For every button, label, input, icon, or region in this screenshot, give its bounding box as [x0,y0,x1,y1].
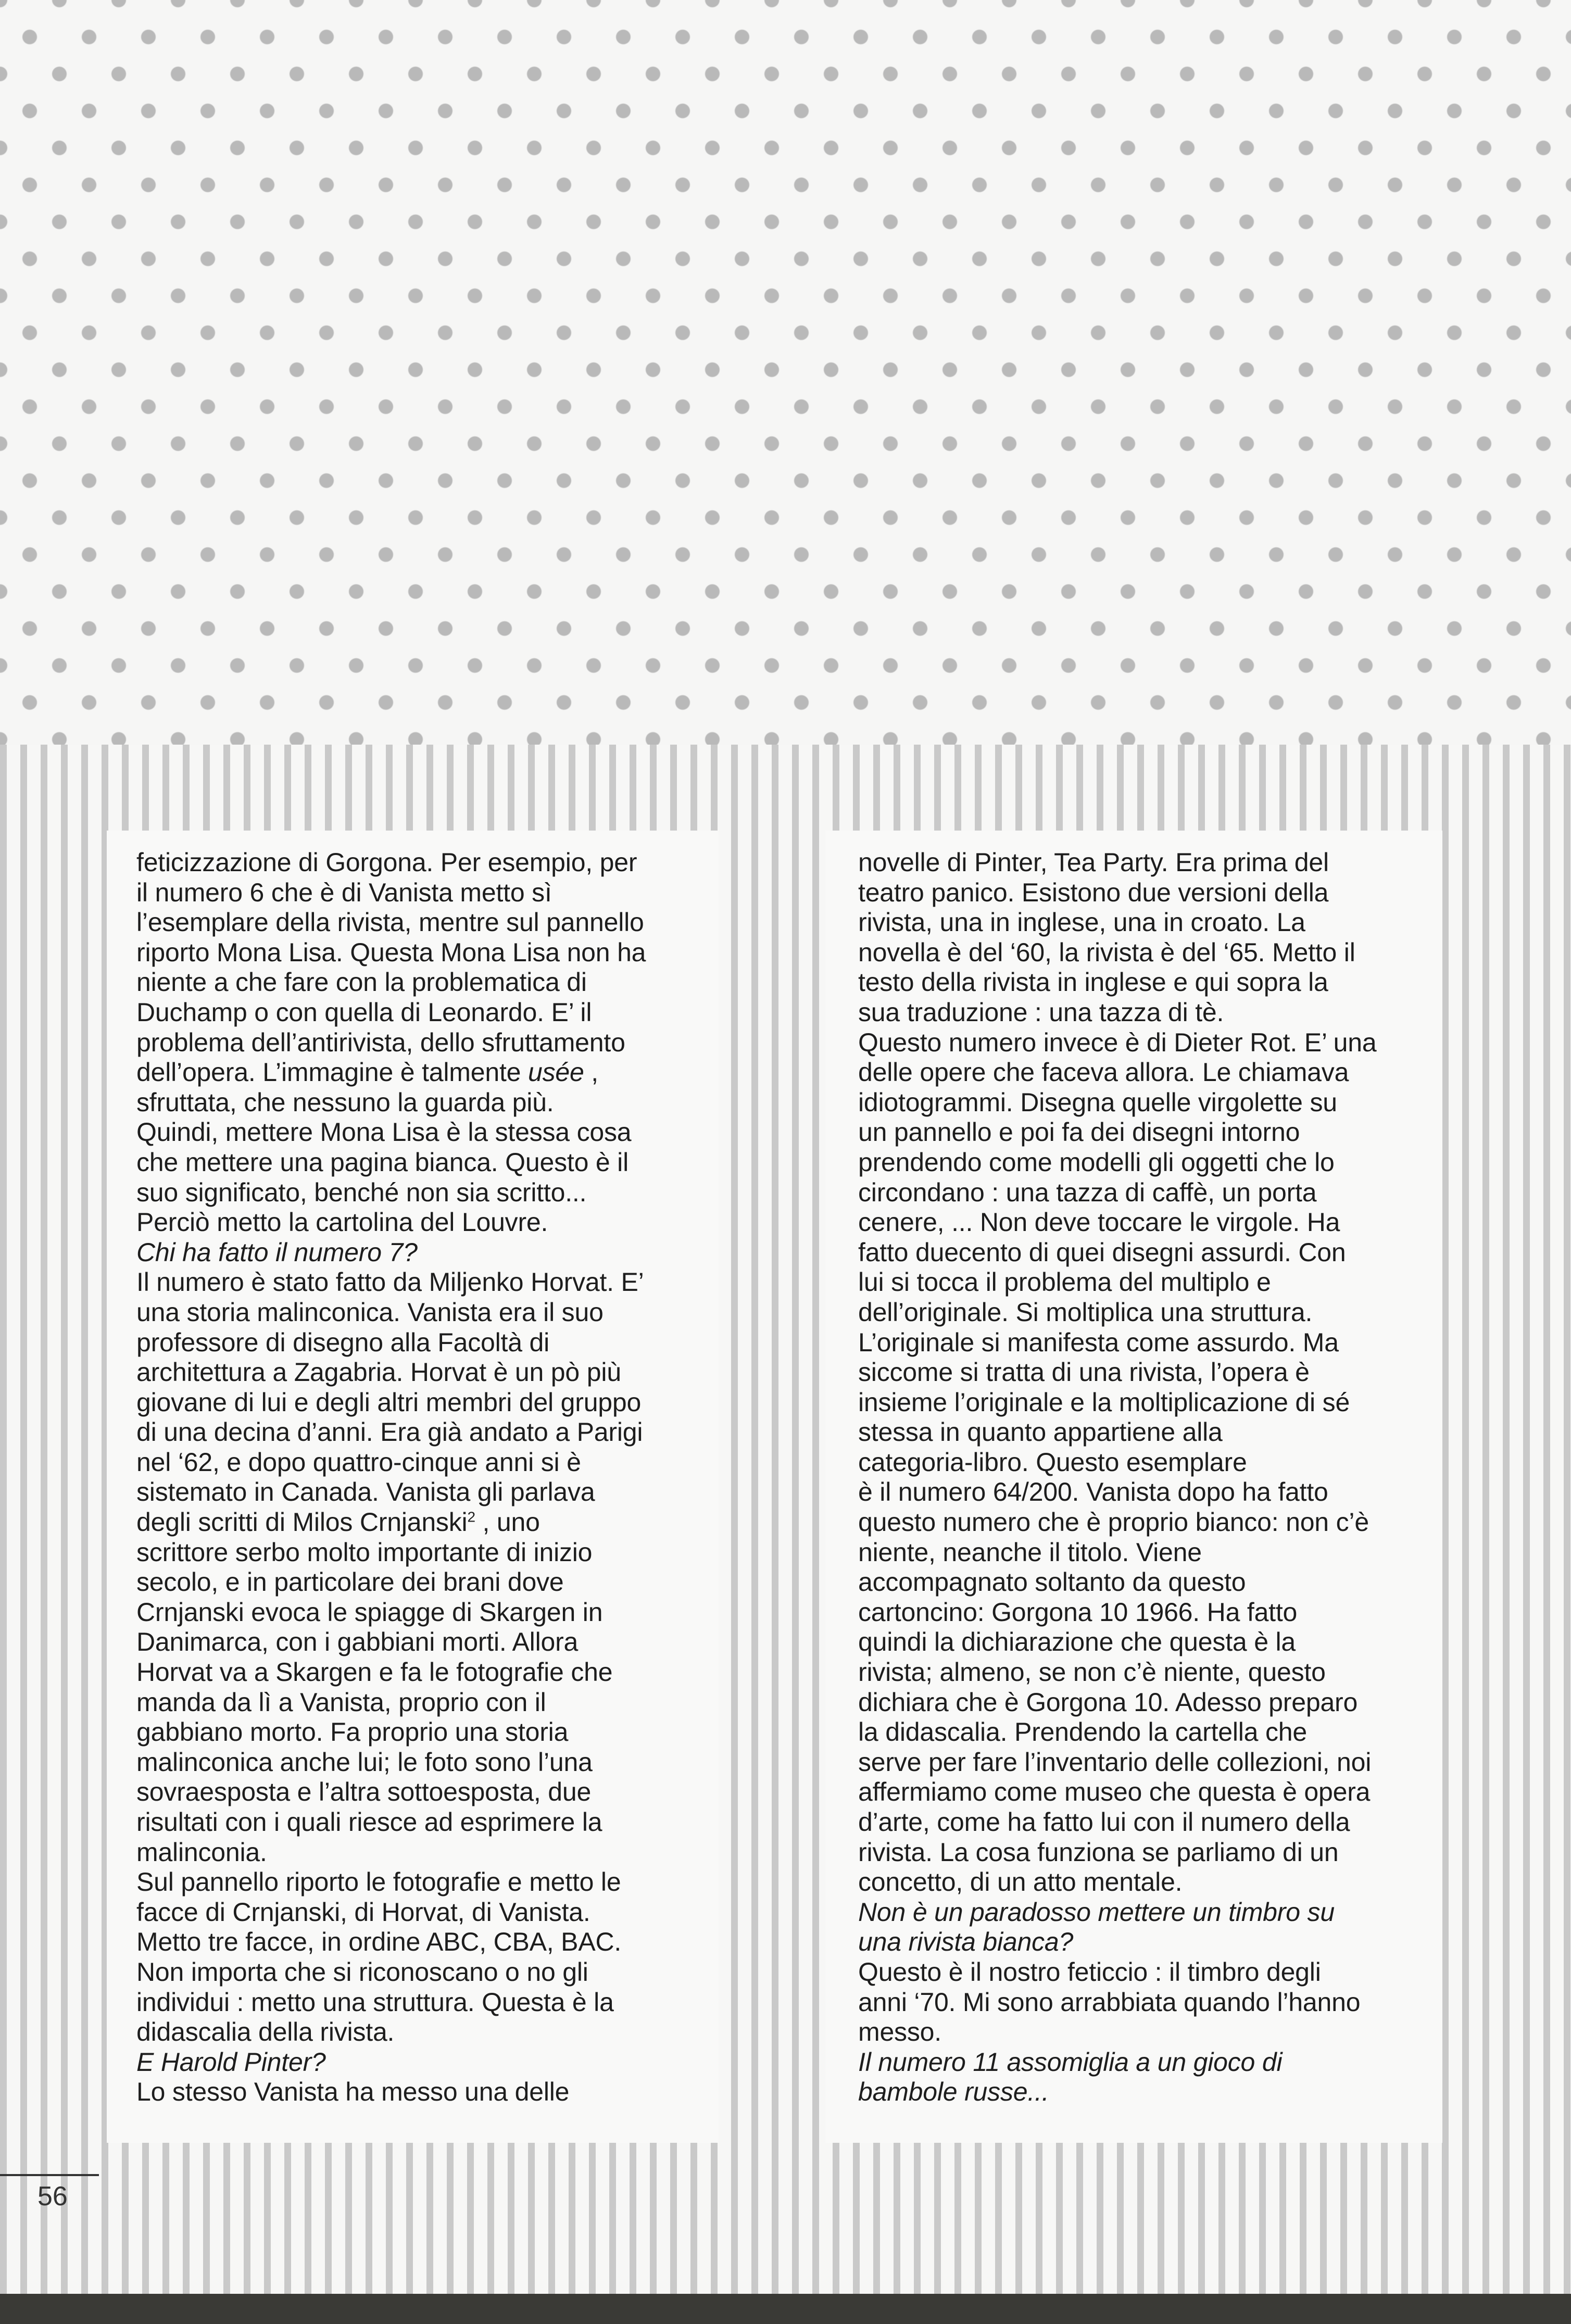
text-line-content: sua traduzione : una tazza di tè. [858,997,1224,1027]
text-line [136,1627,720,1657]
text-line [136,878,720,908]
text-line-content: manda da lì a Vanista, proprio con il [136,1687,546,1717]
text-line [858,1388,1441,1418]
text-line [136,908,720,938]
bottom-edge [0,2294,1571,2324]
text-line [136,1988,720,2018]
text-line-content: Duchamp o con quella di Leonardo. E’ il [136,997,592,1027]
text-line [136,848,720,878]
text-line-content: cenere, ... Non deve toccare le virgole. Ha [858,1208,1340,1237]
text-line [858,1358,1441,1388]
text-line [136,1777,720,1807]
text-line-content: Lo stesso Vanista ha messo una delle [136,2077,570,2107]
text-line-content: didascalia della rivista. [136,2017,395,2047]
text-line-content: sfruttata, che nessuno la guarda più. [136,1087,554,1117]
text-line [858,1028,1441,1058]
text-line [858,878,1441,908]
text-line [858,1298,1441,1328]
text-line-content: l’esemplare della rivista, mentre sul pannello [136,908,644,937]
right-column-text [858,848,1441,2107]
text-line-content: secolo, e in particolare dei brani dove [136,1567,564,1597]
text-line [136,1358,720,1388]
text-line [136,1148,720,1178]
text-line-content: la didascalia. Prendendo la cartella che [858,1717,1307,1747]
page-number: 56 [37,2181,68,2212]
text-line-content: lui si tocca il problema del multiplo e [858,1267,1271,1297]
text-line-content: una storia malinconica. Vanista era il suo [136,1297,604,1327]
text-line-content: facce di Crnjanski, di Horvat, di Vanista. [136,1897,590,1927]
text-line-content: testo della rivista in inglese e qui sopra la [858,968,1328,997]
text-line [136,1657,720,1688]
text-line-content: Chi ha fatto il numero 7? [136,1237,418,1267]
footnote-marker: 2 [467,1509,475,1525]
text-line [136,1117,720,1148]
text-line [136,1807,720,1838]
text-line [858,1538,1441,1568]
text-line-content: prendendo come modelli gli oggetti che lo [858,1147,1335,1177]
text-line [858,1267,1441,1298]
text-line-content: accompagnato soltanto da questo [858,1567,1246,1597]
text-line-content: Sul pannello riporto le fotografie e metto le [136,1867,621,1897]
text-line-content: Crnjanski evoca le spiagge di Skargen in [136,1597,603,1627]
text-line-content: L’originale si manifesta come assurdo. Ma [858,1327,1339,1357]
text-line-content: idiotogrammi. Disegna quelle virgolette su [858,1087,1337,1117]
text-line [858,1088,1441,1118]
text-line [858,1807,1441,1838]
text-line [858,1567,1441,1598]
text-line [136,1388,720,1418]
text-line [858,908,1441,938]
text-line [136,1298,720,1328]
text-line [136,2047,720,2078]
text-line-content: feticizzazione di Gorgona. Per esempio, per [136,848,637,877]
text-line [136,1598,720,1628]
text-line-content: che mettere una pagina bianca. Questo è il [136,1147,629,1177]
text-line-content: cartoncino: Gorgona 10 1966. Ha fatto [858,1597,1298,1627]
text-line-content: una rivista bianca? [858,1927,1074,1957]
text-line [858,1688,1441,1718]
text-line [858,1058,1441,1088]
text-line [858,1898,1441,1928]
text-line [858,1117,1441,1148]
text-line [858,1838,1441,1868]
text-line-content: E Harold Pinter? [136,2047,326,2077]
text-line [136,1417,720,1448]
text-line-content: questo numero che è proprio bianco: non c’è [858,1508,1369,1537]
text-line [136,1477,720,1508]
text-line-content: Il numero è stato fatto da Miljenko Horvat. E’ [136,1267,644,1297]
text-line-content: Horvat va a Skargen e fa le fotografie che [136,1657,613,1687]
text-line-content: fatto duecento di quei disegni assurdi. Con [858,1237,1346,1267]
text-line-content: dichiara che è Gorgona 10. Adesso preparo [858,1687,1358,1717]
text-line [136,1088,720,1118]
text-line [858,1148,1441,1178]
text-line [858,1867,1441,1898]
text-line-content: professore di disegno alla Facoltà di [136,1327,550,1357]
text-line-content: circondano : una tazza di caffè, un porta [858,1177,1317,1207]
text-line [858,1957,1441,1988]
text-line-content: suo significato, benché non sia scritto... [136,1177,587,1207]
text-line [858,1988,1441,2018]
text-line [136,1538,720,1568]
text-line-content: niente a che fare con la problematica di [136,968,587,997]
text-line [858,1328,1441,1358]
text-line-content: Non è un paradosso mettere un timbro su [858,1897,1335,1927]
text-line [858,1717,1441,1748]
text-line-content: architettura a Zagabria. Horvat è un pò più [136,1358,621,1387]
text-line [858,1777,1441,1807]
text-line-content: Quindi, mettere Mona Lisa è la stessa cosa [136,1117,632,1147]
text-line [858,1208,1441,1238]
text-line [858,1238,1441,1268]
text-line-content: riporto Mona Lisa. Questa Mona Lisa non ha [136,937,646,967]
text-line-content: individui : metto una struttura. Questa è la [136,1987,614,2017]
text-line [136,1567,720,1598]
text-line [858,2047,1441,2078]
text-line-content: malinconica anche lui; le foto sono l’una [136,1747,593,1777]
text-line-content: teatro panico. Esistono due versioni della [858,877,1329,907]
left-column-text [136,848,720,2107]
text-line-content: risultati con i quali riesce ad esprimere la [136,1807,602,1837]
text-line-content: Non importa che si riconoscano o no gli [136,1957,588,1987]
text-line-content: malinconia. [136,1837,267,1867]
text-line-content: dell’originale. Si moltiplica una struttura. [858,1297,1313,1327]
text-line-content: gabbiano morto. Fa proprio una storia [136,1717,569,1747]
text-line-content: novelle di Pinter, Tea Party. Era prima del [858,848,1329,877]
text-line [136,1238,720,1268]
text-line [136,1898,720,1928]
text-line-content: è il numero 64/200. Vanista dopo ha fatto [858,1477,1328,1507]
text-line [858,1448,1441,1478]
text-line-content: rivista. La cosa funziona se parliamo di un [858,1837,1339,1867]
text-line-content: un pannello e poi fa dei disegni intorno [858,1117,1300,1147]
text-line [136,968,720,998]
text-line [858,968,1441,998]
text-line [136,1838,720,1868]
text-line-content: stessa in quanto appartiene alla [858,1417,1223,1447]
text-line-content: sovraesposta e l’altra sottoesposta, due [136,1777,592,1807]
text-line [136,998,720,1028]
text-line-content: sistemato in Canada. Vanista gli parlava [136,1477,595,1507]
text-line [136,1688,720,1718]
text-line [858,1477,1441,1508]
text-line [136,1748,720,1778]
text-line-content: messo. [858,2017,941,2047]
text-line [136,1867,720,1898]
text-line-content: siccome si tratta di una rivista, l’opera è [858,1358,1310,1387]
text-line [136,2017,720,2047]
text-line [858,2077,1441,2107]
text-line [858,998,1441,1028]
text-line-content: problema dell’antirivista, dello sfruttamento [136,1027,625,1057]
text-line-content: anni ‘70. Mi sono arrabbiata quando l’hanno [858,1987,1361,2017]
text-line [136,1927,720,1957]
text-line-content: Questo è il nostro feticcio : il timbro degli [858,1957,1321,1987]
text-line [858,938,1441,968]
footer-rule [0,2174,99,2176]
text-line-content: novella è del ‘60, la rivista è del ‘65. Metto il [858,937,1355,967]
text-line [858,1508,1441,1538]
text-line-content: bambole russe... [858,2077,1049,2107]
text-line-content: affermiamo come museo che questa è opera [858,1777,1371,1807]
text-line [136,1178,720,1208]
text-line-content: dell’opera. L’immagine è talmente [136,1058,528,1087]
text-line [136,1058,720,1088]
text-line-content: scrittore serbo molto importante di inizio [136,1537,593,1567]
text-line-content: Danimarca, con i gabbiani morti. Allora [136,1627,579,1657]
text-line-content: delle opere che faceva allora. Le chiamava [858,1058,1349,1087]
text-line [858,1627,1441,1657]
text-line-content: serve per fare l’inventario delle collezioni, noi [858,1747,1372,1777]
text-line [858,1657,1441,1688]
text-line [136,938,720,968]
text-line-content: d’arte, come ha fatto lui con il numero della [858,1807,1350,1837]
text-line-content: categoria-libro. Questo esemplare [858,1447,1247,1477]
text-line [136,1448,720,1478]
text-line [136,1717,720,1748]
text-line [136,1208,720,1238]
text-line-content: rivista; almeno, se non c’è niente, questo [858,1657,1326,1687]
text-line-content: quindi la dichiarazione che questa è la [858,1627,1296,1657]
text-line [858,1927,1441,1957]
text-line [858,1178,1441,1208]
text-line-content: il numero 6 che è di Vanista metto sì [136,877,552,907]
text-line-tail: , [584,1058,598,1087]
italic-word: usée [527,1058,584,1087]
text-line [136,1028,720,1058]
text-line [858,1748,1441,1778]
text-line-content: concetto, di un atto mentale. [858,1867,1183,1897]
text-line [858,1417,1441,1448]
text-line [136,1328,720,1358]
text-line-content: Metto tre facce, in ordine ABC, CBA, BAC. [136,1927,622,1957]
text-line [136,1267,720,1298]
text-line-content: di una decina d’anni. Era già andato a Parigi [136,1417,643,1447]
text-line [858,1598,1441,1628]
text-line [136,1508,720,1538]
dotted-pattern-header [0,0,1571,745]
text-line-content: giovane di lui e degli altri membri del gruppo [136,1387,642,1417]
text-line-tail: , uno [475,1508,540,1537]
text-line-content: Il numero 11 assomiglia a un gioco di [858,2047,1283,2077]
text-line [858,848,1441,878]
text-line [136,1957,720,1988]
text-line-content: Perciò metto la cartolina del Louvre. [136,1208,548,1237]
text-line-content: insieme l’originale e la moltiplicazione di sé [858,1387,1350,1417]
text-line [858,2017,1441,2047]
text-line-content: rivista, una in inglese, una in croato. La [858,908,1305,937]
text-line-content: nel ‘62, e dopo quattro-cinque anni si è [136,1447,581,1477]
text-line-content: niente, neanche il titolo. Viene [858,1537,1202,1567]
text-line-content: Questo numero invece è di Dieter Rot. E’ una [858,1027,1377,1057]
text-line [136,2077,720,2107]
text-line-content: degli scritti di Milos Crnjanski [136,1508,468,1537]
